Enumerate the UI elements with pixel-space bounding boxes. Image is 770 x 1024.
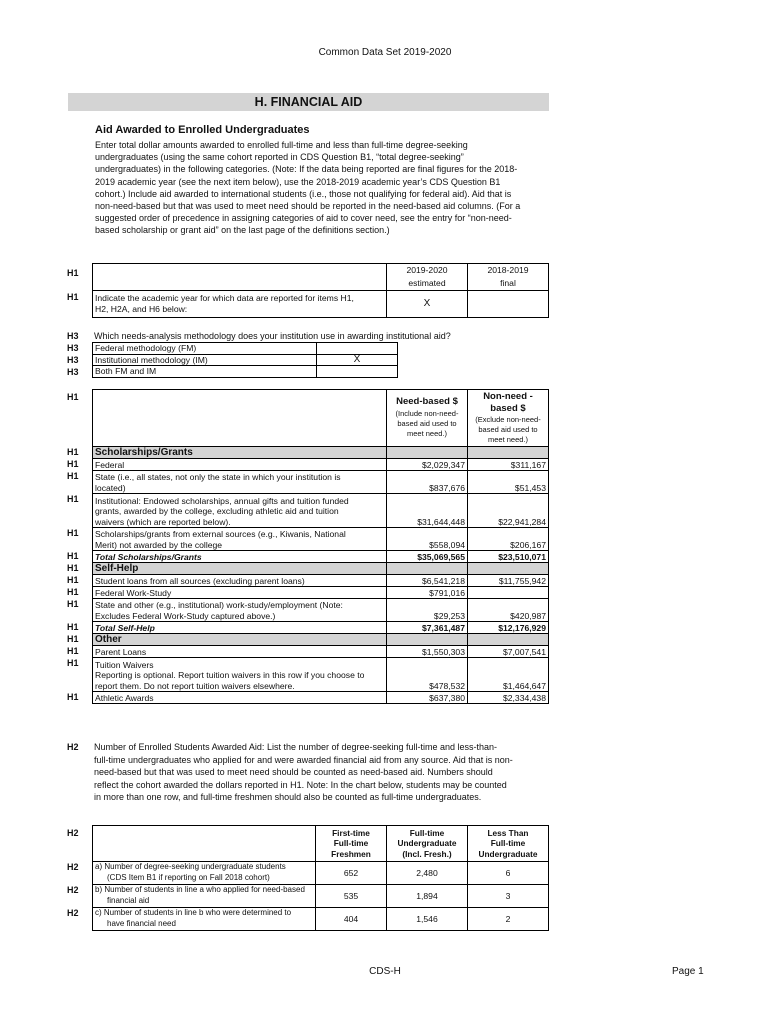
aid-category-line: Student loans from all sources (excluding parent loans) (95, 575, 305, 586)
non-need-based-title (470, 391, 546, 415)
item-label: H2 (67, 828, 79, 838)
aid-category (93, 494, 387, 528)
header-line: Full-time (409, 827, 445, 838)
item-label: H3 (67, 343, 79, 353)
item-label: H1 (67, 528, 79, 538)
aid-category-line: Total Self-Help (95, 622, 155, 633)
aid-category-line: report them. Do not report tuition waivers elsewhere. (95, 680, 295, 691)
section-heading: Self-Help (93, 563, 387, 575)
aid-category-line: Reporting is optional. Report tuition waivers in this row if you choose to (95, 670, 365, 680)
item-label: H2 (67, 885, 79, 895)
student-count[interactable]: 1,546 (387, 908, 468, 931)
need-based-amount[interactable]: $1,550,303 (387, 646, 468, 658)
item-label: H3 (67, 367, 79, 377)
aid-category-line: Total Scholarships/Grants (95, 551, 202, 562)
page-number: Page 1 (672, 966, 704, 977)
item-label: H1 (67, 292, 79, 302)
non-need-based-amount[interactable]: $51,453 (468, 471, 549, 494)
need-based-amount[interactable]: $7,361,487 (387, 622, 468, 634)
need-based-amount[interactable]: $2,029,347 (387, 459, 468, 471)
item-label: H1 (67, 599, 79, 609)
item-label: H1 (67, 622, 79, 632)
non-need-based-amount[interactable]: $11,755,942 (468, 575, 549, 587)
h2-row-line: b) Number of students in line a who applied for need-based (95, 885, 305, 894)
item-label: H1 (67, 447, 79, 457)
aid-category-line: Athletic Awards (95, 692, 154, 703)
aid-category-line: Federal Work-Study (95, 587, 172, 598)
h2-row-label (93, 885, 316, 908)
section-blank (468, 634, 549, 646)
student-count[interactable]: 1,894 (387, 885, 468, 908)
header-line: First-time (332, 827, 370, 838)
section-title: H. FINANCIAL AID (68, 93, 549, 111)
h2-row-line: a) Number of degree-seeking undergraduate students (95, 862, 286, 871)
h2-row-line: c) Number of students in line b who were determined to (95, 908, 292, 917)
intro-line: Enter total dollar amounts awarded to enrolled full-time and less than full-time degree-seeking (95, 140, 468, 150)
need-based-amount[interactable]: $637,380 (387, 692, 468, 704)
header-line: (Incl. Fresh.) (402, 848, 452, 859)
h2-line: reflect the cohort awarded the dollars reported in H1. Note: In the chart below, students may be counted (94, 779, 507, 790)
academic-year-table (92, 263, 549, 318)
note-line: based aid used to (397, 419, 457, 429)
aid-category (93, 692, 387, 704)
item-label: H2 (67, 862, 79, 872)
non-need-based-note (470, 415, 546, 445)
h2-row-line: have financial need (107, 918, 176, 928)
method-option-mark[interactable] (317, 343, 398, 355)
aid-category-line: waivers (which are reported below). (95, 516, 231, 527)
methodology-table (92, 342, 398, 378)
header-line: Undergraduate (397, 838, 457, 849)
intro-line: undergraduates (using the same cohort reported in CDS Question B1, “total degree-seeking” (95, 152, 464, 163)
aid-category (93, 599, 387, 622)
student-count[interactable]: 652 (316, 862, 387, 885)
page-header: Common Data Set 2019-2020 (318, 47, 452, 58)
h2-row-label (93, 862, 316, 885)
blank-cell (93, 264, 387, 291)
aid-awarded-table (92, 389, 549, 704)
intro-line: 2019 academic year (see the next item below), use the 2018-2019 academic year’s CDS Question B1 (95, 176, 501, 187)
total-label (93, 622, 387, 634)
item-label: H1 (67, 563, 79, 573)
item-label: H2 (67, 742, 79, 752)
need-based-amount[interactable]: $478,532 (387, 658, 468, 692)
intro-line: non-need-based but that was used to meet need should be reported in the need-based aid columns. (For a (95, 201, 521, 212)
footer-center: CDS-H (369, 966, 401, 977)
header-line: Freshmen (331, 848, 371, 859)
aid-category-line: Merit) not awarded by the college (95, 539, 223, 550)
note-line: meet need.) (487, 435, 529, 444)
aid-category (93, 528, 387, 551)
item-label: H2 (67, 908, 79, 918)
h2-instructions (94, 741, 554, 804)
title-line: Non-need - (483, 391, 533, 402)
need-based-amount[interactable]: $35,069,565 (387, 551, 468, 563)
aid-category (93, 658, 387, 692)
aid-category-line: Parent Loans (95, 646, 147, 657)
section-blank (468, 447, 549, 459)
h2-row-line: (CDS Item B1 if reporting on Fall 2018 cohort) (107, 872, 270, 882)
aid-category-line: Scholarships/grants from external sources (e.g., Kiwanis, National (95, 529, 346, 539)
header-line: Less Than (487, 827, 529, 838)
year-question: Indicate the academic year for which data are reported for items H1, H2, H2A, and H6 below: (93, 291, 387, 318)
item-label: H1 (67, 392, 79, 402)
year-col-estimated: 2019-2020 estimated (387, 264, 468, 291)
item-label: H1 (67, 494, 79, 504)
item-label: H1 (67, 587, 79, 597)
need-based-amount[interactable]: $837,676 (387, 471, 468, 494)
need-based-title: Need-based $ (396, 395, 458, 407)
h2-line: full-time undergraduates who applied for and were awarded financial aid from any source. Aid that is non- (94, 754, 513, 765)
blank-cell (93, 826, 316, 862)
student-count[interactable]: 404 (316, 908, 387, 931)
h2-row-label (93, 908, 316, 931)
aid-category (93, 587, 387, 599)
item-label: H1 (67, 459, 79, 469)
aid-category-line: State and other (e.g., institutional) work-study/employment (Note: (95, 600, 343, 610)
intro-heading: Aid Awarded to Enrolled Undergraduates (95, 124, 310, 136)
non-need-based-header (468, 390, 549, 447)
note-line: based aid used to (478, 425, 538, 434)
non-need-based-amount[interactable]: $22,941,284 (468, 494, 549, 528)
need-based-amount[interactable]: $29,253 (387, 599, 468, 622)
aid-category-line: State (i.e., all states, not only the state in which your institution is (95, 472, 341, 482)
student-count[interactable]: 2 (468, 908, 549, 931)
need-based-note (389, 409, 465, 439)
aid-category (93, 646, 387, 658)
year-col-final: 2018-2019 final (468, 264, 549, 291)
header-line: Full-time (490, 838, 526, 849)
h2-row-line: financial aid (107, 895, 150, 905)
aid-category (93, 471, 387, 494)
non-need-based-amount[interactable] (468, 587, 549, 599)
intro-line: based scholarship or grant aid” on the last page of the definitions section.) (95, 225, 390, 236)
method-option-label: Both FM and IM (93, 366, 317, 378)
intro-line: cohort.) Include aid awarded to international students (i.e., those not qualifying for federal aid). Aid that is (95, 188, 512, 199)
item-label: H1 (67, 551, 79, 561)
h2-column-header (316, 826, 387, 862)
aid-category-line: Tuition Waivers (95, 659, 154, 670)
need-based-amount[interactable]: $6,541,218 (387, 575, 468, 587)
intro-text (95, 139, 555, 237)
year-mark-estimated[interactable]: X (387, 291, 468, 318)
item-label: H1 (67, 692, 79, 702)
header-line: Full-time (333, 838, 369, 849)
section-blank (468, 563, 549, 575)
section-blank (387, 447, 468, 459)
h2-column-header (387, 826, 468, 862)
aid-category-line: located) (95, 482, 126, 493)
item-label: H1 (67, 634, 79, 644)
non-need-based-amount[interactable]: $420,987 (468, 599, 549, 622)
non-need-based-amount[interactable]: $206,167 (468, 528, 549, 551)
h2-line: in more than one row, and full-time freshmen should also be counted as full-time undergraduates. (94, 792, 482, 803)
need-based-amount[interactable]: $791,016 (387, 587, 468, 599)
method-option-label: Institutional methodology (IM) (93, 354, 317, 366)
total-label (93, 551, 387, 563)
section-blank (387, 634, 468, 646)
note-line: (Include non-need- (395, 409, 459, 419)
section-heading: Other (93, 634, 387, 646)
student-count[interactable]: 535 (316, 885, 387, 908)
aid-category (93, 459, 387, 471)
method-option-label: Federal methodology (FM) (93, 343, 317, 355)
students-awarded-table (92, 825, 549, 931)
blank-cell (93, 390, 387, 447)
non-need-based-amount[interactable]: $1,464,647 (468, 658, 549, 692)
h2-column-header (468, 826, 549, 862)
note-line: meet need.) (406, 429, 448, 439)
h2-line: need-based but that was used to meet need should be counted as need-based aid. Numbers should (94, 767, 493, 778)
student-count[interactable]: 6 (468, 862, 549, 885)
header-line: Undergraduate (478, 848, 538, 859)
section-blank (387, 563, 468, 575)
item-label: H1 (67, 268, 79, 278)
non-need-based-amount[interactable]: $23,510,071 (468, 551, 549, 563)
section-heading: Scholarships/Grants (93, 447, 387, 459)
student-count[interactable]: 3 (468, 885, 549, 908)
item-label: H1 (67, 646, 79, 656)
method-option-mark[interactable]: X (317, 354, 398, 366)
aid-category-line: Excludes Federal Work-Study captured above.) (95, 610, 276, 621)
non-need-based-amount[interactable]: $7,007,541 (468, 646, 549, 658)
intro-line: suggested order of precedence in assigning categories of aid to cover need, see the entry for “non-need- (95, 213, 512, 224)
item-label: H3 (67, 331, 79, 341)
intro-line: undergraduates) in the following categories. (Note: If the data being reported are final figures for the 2018- (95, 164, 518, 175)
item-label: H3 (67, 355, 79, 365)
item-label: H1 (67, 658, 79, 668)
non-need-based-amount[interactable]: $12,176,929 (468, 622, 549, 634)
aid-category-line: grants, awarded by the college, excluding athletic aid and tuition (95, 506, 339, 516)
aid-category-line: Institutional: Endowed scholarships, annual gifts and tuition funded (95, 495, 349, 506)
note-line: (Exclude non-need- (475, 415, 541, 424)
need-based-amount[interactable]: $31,644,448 (387, 494, 468, 528)
h2-line: Number of Enrolled Students Awarded Aid: List the number of degree-seeking full-time and less-than- (94, 742, 498, 752)
aid-category-line: Federal (95, 459, 125, 470)
h3-question: Which needs-analysis methodology does your institution use in awarding institutional aid? (94, 331, 451, 341)
aid-category (93, 575, 387, 587)
need-based-amount[interactable]: $558,094 (387, 528, 468, 551)
student-count[interactable]: 2,480 (387, 862, 468, 885)
non-need-based-amount[interactable]: $2,334,438 (468, 692, 549, 704)
non-need-based-amount[interactable]: $311,167 (468, 459, 549, 471)
item-label: H1 (67, 575, 79, 585)
method-option-mark[interactable] (317, 366, 398, 378)
item-label: H1 (67, 471, 79, 481)
title-line: based $ (490, 403, 526, 414)
year-mark-final[interactable] (468, 291, 549, 318)
need-based-header (387, 390, 468, 447)
